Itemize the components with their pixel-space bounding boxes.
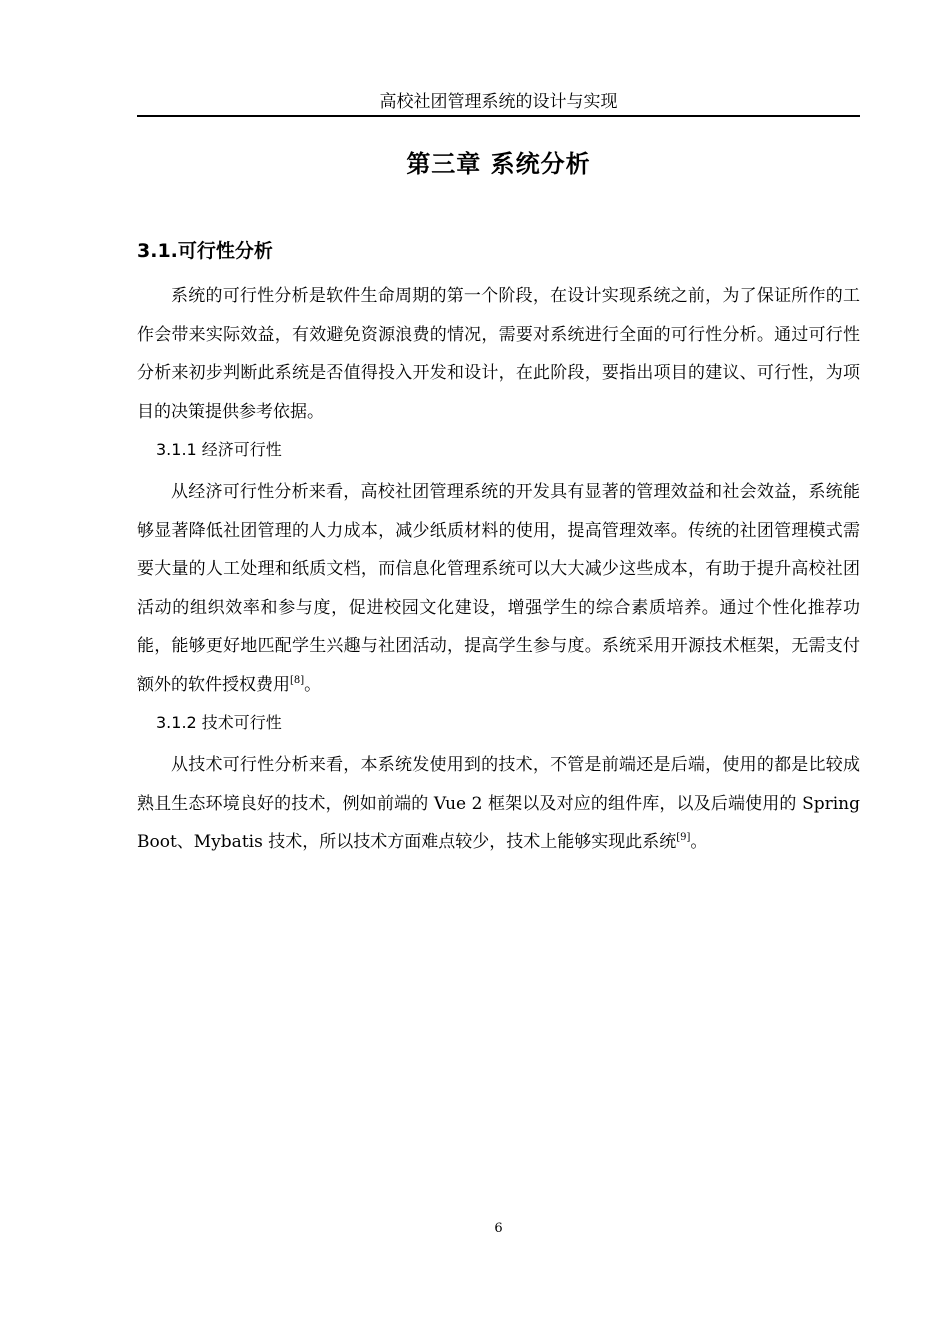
header-rule — [137, 115, 860, 117]
paragraph-economic-feasibility — [137, 473, 860, 704]
chapter-title: 第三章 系统分析 — [406, 150, 591, 178]
page-number: 6 — [494, 1221, 503, 1236]
paragraph-ending: 。 — [304, 674, 322, 695]
subsection-heading-3-1-1: 3.1.1 经济可行性 — [156, 440, 282, 459]
section-heading-3-1: 3.1.可行性分析 — [137, 240, 273, 262]
paragraph-ending: 。 — [690, 832, 708, 852]
subsection-heading-3-1-2: 3.1.2 技术可行性 — [156, 713, 282, 732]
paragraph-text: 从技术可行性分析来看，本系统发使用到的技术，不管是前端还是后端，使用的都是比较成熟且生态环境良好的技术，例如前端的 Vue 2 框架以及对应的组件库，以及后端使用的 Spring Boot、Mybatis 技术，所以技术方面难点较少，技术上能够实现此系统 — [137, 755, 860, 852]
running-header: 高校社团管理系统的设计与实现 — [379, 92, 618, 112]
citation-marker: [8] — [290, 674, 305, 686]
paragraph-feasibility-intro: 系统的可行性分析是软件生命周期的第一个阶段，在设计实现系统之前，为了保证所作的工作会带来实际效益，有效避免资源浪费的情况，需要对系统进行全面的可行性分析。通过可行性分析来初步判断此系统是否值得投入开发和设计，在此阶段，要指出项目的建议、可行性，为项目的决策提供参考依据。 — [137, 286, 860, 422]
paragraph-text: 从经济可行性分析来看，高校社团管理系统的开发具有显著的管理效益和社会效益，系统能够显著降低社团管理的人力成本，减少纸质材料的使用，提高管理效率。传统的社团管理模式需要大量的人工处理和纸质文档，而信息化管理系统可以大大减少这些成本，有助于提升高校社团活动的组织效率和参与度，促进校园文化建设，增强学生的综合素质培养。通过个性化推荐功能，能够更好地匹配学生兴趣与社团活动，提高学生参与度。系统采用开源技术框架，无需支付额外的软件授权费用 — [137, 482, 860, 695]
paragraph-technical-feasibility — [137, 746, 860, 862]
citation-marker: [9] — [676, 832, 691, 843]
